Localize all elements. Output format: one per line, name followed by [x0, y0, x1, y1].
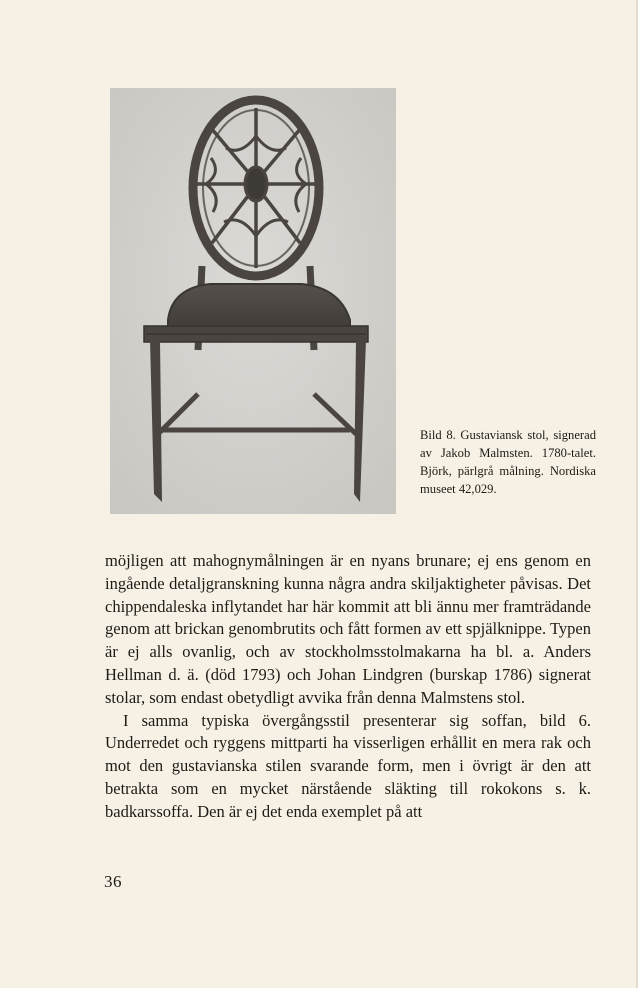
chair-photograph [110, 88, 396, 514]
figure-caption-text: Bild 8. Gustaviansk stol, signerad av Jakob Malmsten. 1780-talet. Björk, pärlgrå målning. Nordiska museet 42,029. [420, 428, 596, 496]
page-number: 36 [104, 872, 122, 891]
gustavian-chair-illustration [110, 88, 396, 514]
paragraph-1: möjligen att mahognymålningen är en nyans brunare; ej ens genom en ingående detaljgranskning kunna några andra skiljaktigheter påvisas. Det chippendaleska inflytandet har här kommit att bli ännu mer framträdande genom att brickan genombrutits och fått formen av ett spjälknippe. Typen är ej alls ovanlig, och av stockholmsstolmakarna ha bl. a. Anders Hellman d. ä. (död 1793) och Johan Lindgren (burskap 1786) signerat stolar, som endast obetydligt avvika från denna Malmstens stol. [105, 551, 591, 707]
chair-oval-back [193, 100, 319, 276]
paragraph-2: I samma typiska övergångsstil presenterar sig soffan, bild 6. Underredet och ryggens mittparti ha visserligen erhållit en mera rak och mot den gustavianska stilen svarande form, men i övrigt är den att betrakta som en mycket närstående släkting till rokokons s. k. badkarssoffa. Den är ej det enda exemplet på att [105, 710, 591, 821]
figure-caption [420, 426, 596, 498]
chair-back-center-medallion [245, 167, 267, 201]
body-text [105, 550, 591, 824]
